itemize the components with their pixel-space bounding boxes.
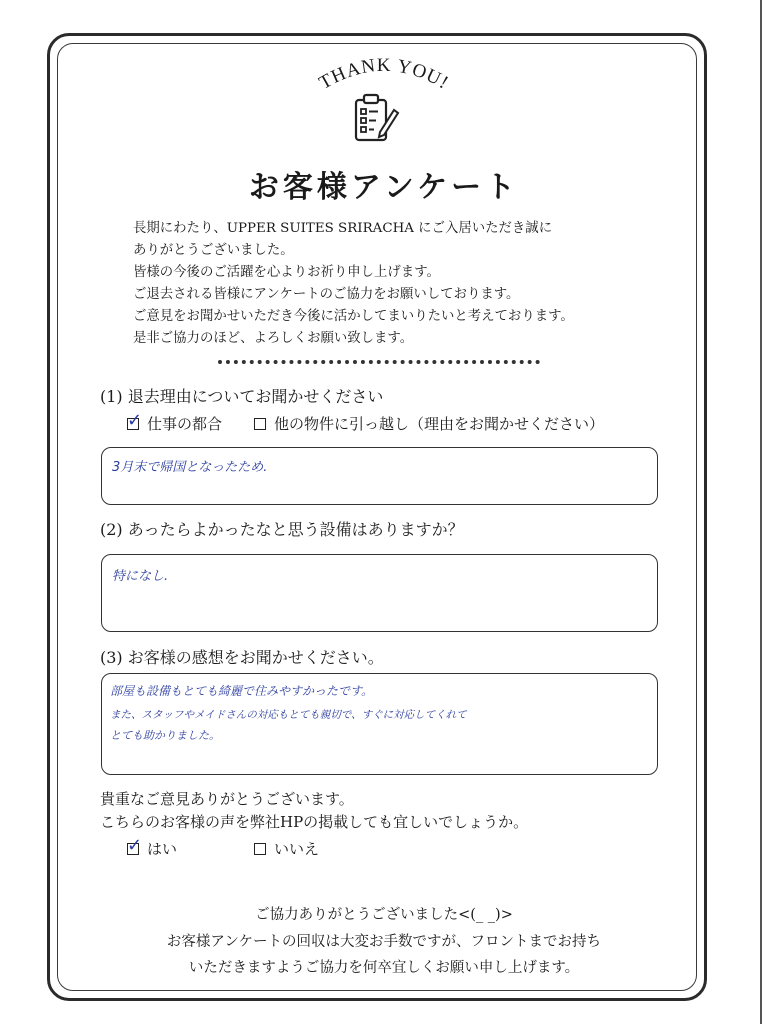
thanks-line: 貴重なご意見ありがとうございます。 xyxy=(100,790,354,808)
intro-line: 皆様の今後のご活躍を心よりお祈り申し上げます。 xyxy=(133,265,440,280)
answer-3-line: とても助かりました。 xyxy=(110,729,220,742)
checkbox-yes[interactable] xyxy=(127,834,143,856)
option-moving[interactable] xyxy=(254,413,604,434)
footer-thanks: ご協力ありがとうございました<(_ _)> xyxy=(255,907,513,923)
question-1: (1) 退去理由についてお聞かせください xyxy=(100,387,384,406)
option-work-label: 仕事の都合 xyxy=(147,415,223,433)
question-2: (2) あったらよかったなと思う設備はありますか？ xyxy=(100,520,464,539)
question-3: (3) お客様の感想をお聞かせください。 xyxy=(100,648,384,667)
option-no-label: いいえ xyxy=(274,840,320,858)
answer-box-2[interactable] xyxy=(101,554,658,632)
option-no[interactable] xyxy=(254,838,319,859)
intro-line: ありがとうございました。 xyxy=(133,243,294,258)
option-moving-label: 他の物件に引っ越し（理由をお聞かせください） xyxy=(274,415,605,433)
svg-text:THANK YOU! xyxy=(316,55,453,94)
checkbox-work[interactable] xyxy=(127,409,143,431)
answer-1-text: 3月末で帰国となったため. xyxy=(112,460,268,475)
answer-2-text: 特になし. xyxy=(112,569,169,584)
clipboard-checklist-icon xyxy=(350,92,400,144)
consent-question: こちらのお客様の声を弊社HPの掲載しても宜しいでしょうか。 xyxy=(100,813,529,831)
answer-3-line: 部屋も設備もとても綺麗で住みやすかったです。 xyxy=(110,684,374,698)
check-icon: ✓ xyxy=(127,834,143,856)
intro-line: 長期にわたり、UPPER SUITES SRIRACHA にご入居いただき誠に xyxy=(133,221,553,236)
footer-line: いただきますようご協力を何卒宜しくお願い申し上げます。 xyxy=(188,960,580,976)
option-yes-label: はい xyxy=(147,840,178,858)
intro-line: 是非ご協力のほど、よろしくお願い致します。 xyxy=(133,331,414,346)
scan-edge xyxy=(760,0,762,1024)
intro-paragraph xyxy=(133,218,613,350)
answer-3-line: また、スタッフやメイドさんの対応もとても親切で、すぐに対応してくれて xyxy=(110,709,467,721)
intro-line: ご退去される皆様にアンケートのご協力をお願いしております。 xyxy=(133,287,520,302)
answer-box-1[interactable] xyxy=(101,447,658,505)
intro-line: ご意見をお聞かせいただき今後に活かしてまいりたいと考えております。 xyxy=(133,309,574,324)
footer-line: お客様アンケートの回収は大変お手数ですが、フロントまでお持ち xyxy=(166,934,602,950)
thank-you-text: THANK YOU! xyxy=(315,54,453,94)
check-icon: ✓ xyxy=(127,409,143,431)
dotted-divider xyxy=(218,360,540,364)
page-title: お客様アンケート xyxy=(248,170,520,205)
checkbox-no[interactable] xyxy=(254,843,266,855)
option-yes[interactable] xyxy=(127,834,178,859)
checkbox-moving[interactable] xyxy=(254,418,266,430)
option-work[interactable] xyxy=(127,409,223,434)
answer-box-3[interactable] xyxy=(101,673,658,775)
